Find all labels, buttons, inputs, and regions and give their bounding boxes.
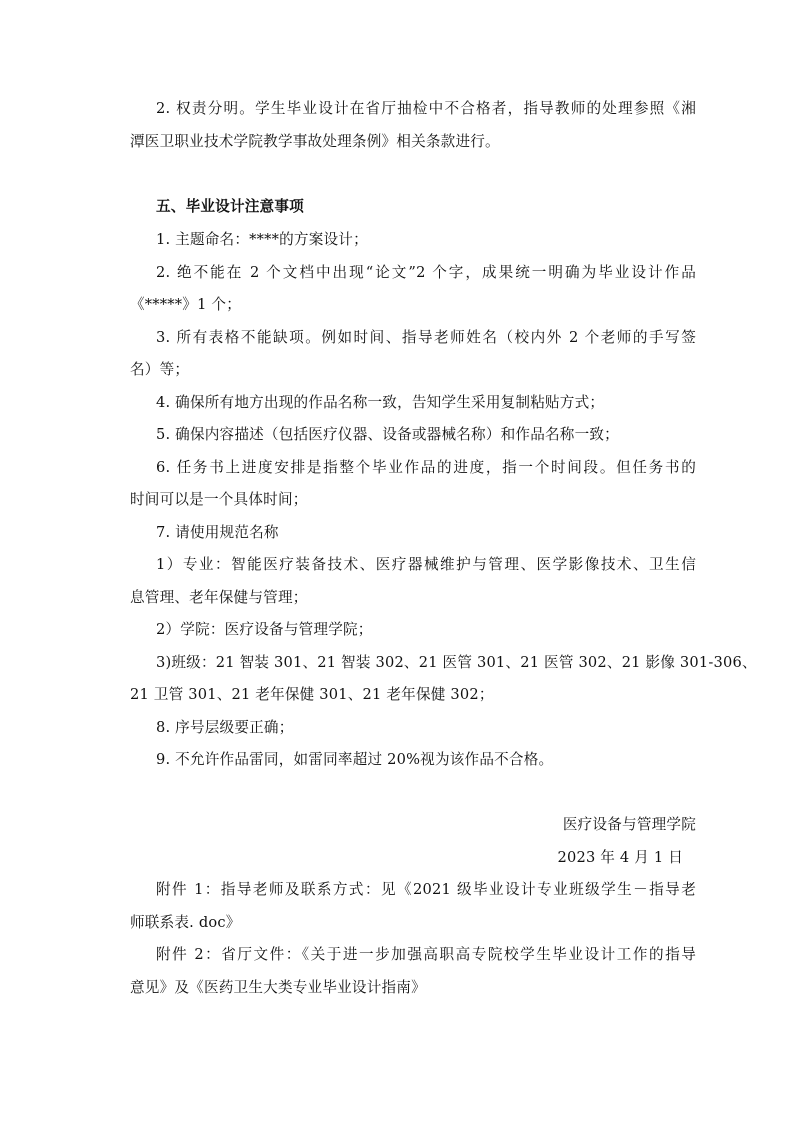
- item-7-2-line1: 2）学院：医疗设备与管理学院；: [156, 621, 373, 638]
- attachment-2-line1: 附件 2：省厅文件：《关于进一步加强高职高专院校学生毕业设计工作的指导: [156, 946, 696, 963]
- section4-item2-line1: 2. 权责分明。学生毕业设计在省厅抽检中不合格者，指导教师的处理参照《湘: [156, 100, 696, 117]
- item-4-line1: 4. 确保所有地方出现的作品名称一致，告知学生采用复制粘贴方式；: [156, 394, 605, 411]
- item-6-line1: 6. 任务书上进度安排是指整个毕业作品的进度，指一个时间段。但任务书的: [156, 459, 696, 476]
- section4-item2-line2: 潭医卫职业技术学院教学事故处理条例》相关条款进行。: [130, 133, 500, 150]
- item-2-line1: 2. 绝不能在 2 个文档中出现“论文”2 个字，成果统一明确为毕业设计作品: [156, 264, 696, 281]
- item-3-line2: 名）等；: [130, 361, 190, 378]
- item-7-1-line2: 息管理、老年保健与管理；: [130, 589, 308, 606]
- item-7-line1: 7. 请使用规范名称: [156, 524, 279, 541]
- item-9-line1: 9. 不允许作品雷同，如雷同率超过 20%视为该作品不合格。: [156, 751, 554, 768]
- section5-heading: 五、毕业设计注意事项: [156, 198, 304, 215]
- item-6-line2: 时间可以是一个具体时间；: [130, 491, 308, 508]
- item-5-line1: 5. 确保内容描述（包括医疗仪器、设备或器械名称）和作品名称一致；: [156, 426, 619, 443]
- attachment-1-line2: 师联系表. doc》: [130, 914, 241, 931]
- item-7-1-line1: 1）专业：智能医疗装备技术、医疗器械维护与管理、医学影像技术、卫生信: [156, 556, 696, 573]
- item-1-line1: 1. 主题命名：****的方案设计；: [156, 231, 368, 248]
- item-7-3-line1: 3)班级：21 智装 301、21 智装 302、21 医管 301、21 医管 302、21 影像 301-306、: [156, 654, 757, 671]
- signature-date: 2023 年 4 月 1 日: [557, 849, 683, 866]
- attachment-1-line1: 附件 1：指导老师及联系方式：见《2021 级毕业设计专业班级学生－指导老: [156, 881, 696, 898]
- item-7-3-line2: 21 卫管 301、21 老年保健 301、21 老年保健 302；: [130, 686, 494, 703]
- item-2-line2: 《*****》1 个；: [130, 296, 241, 313]
- item-3-line1: 3. 所有表格不能缺项。例如时间、指导老师姓名（校内外 2 个老师的手写签: [156, 329, 696, 346]
- signature-org: 医疗设备与管理学院: [562, 816, 696, 833]
- attachment-2-line2: 意见》及《医药卫生大类专业毕业设计指南》: [130, 979, 426, 996]
- item-8-line1: 8. 序号层级要正确；: [156, 719, 294, 736]
